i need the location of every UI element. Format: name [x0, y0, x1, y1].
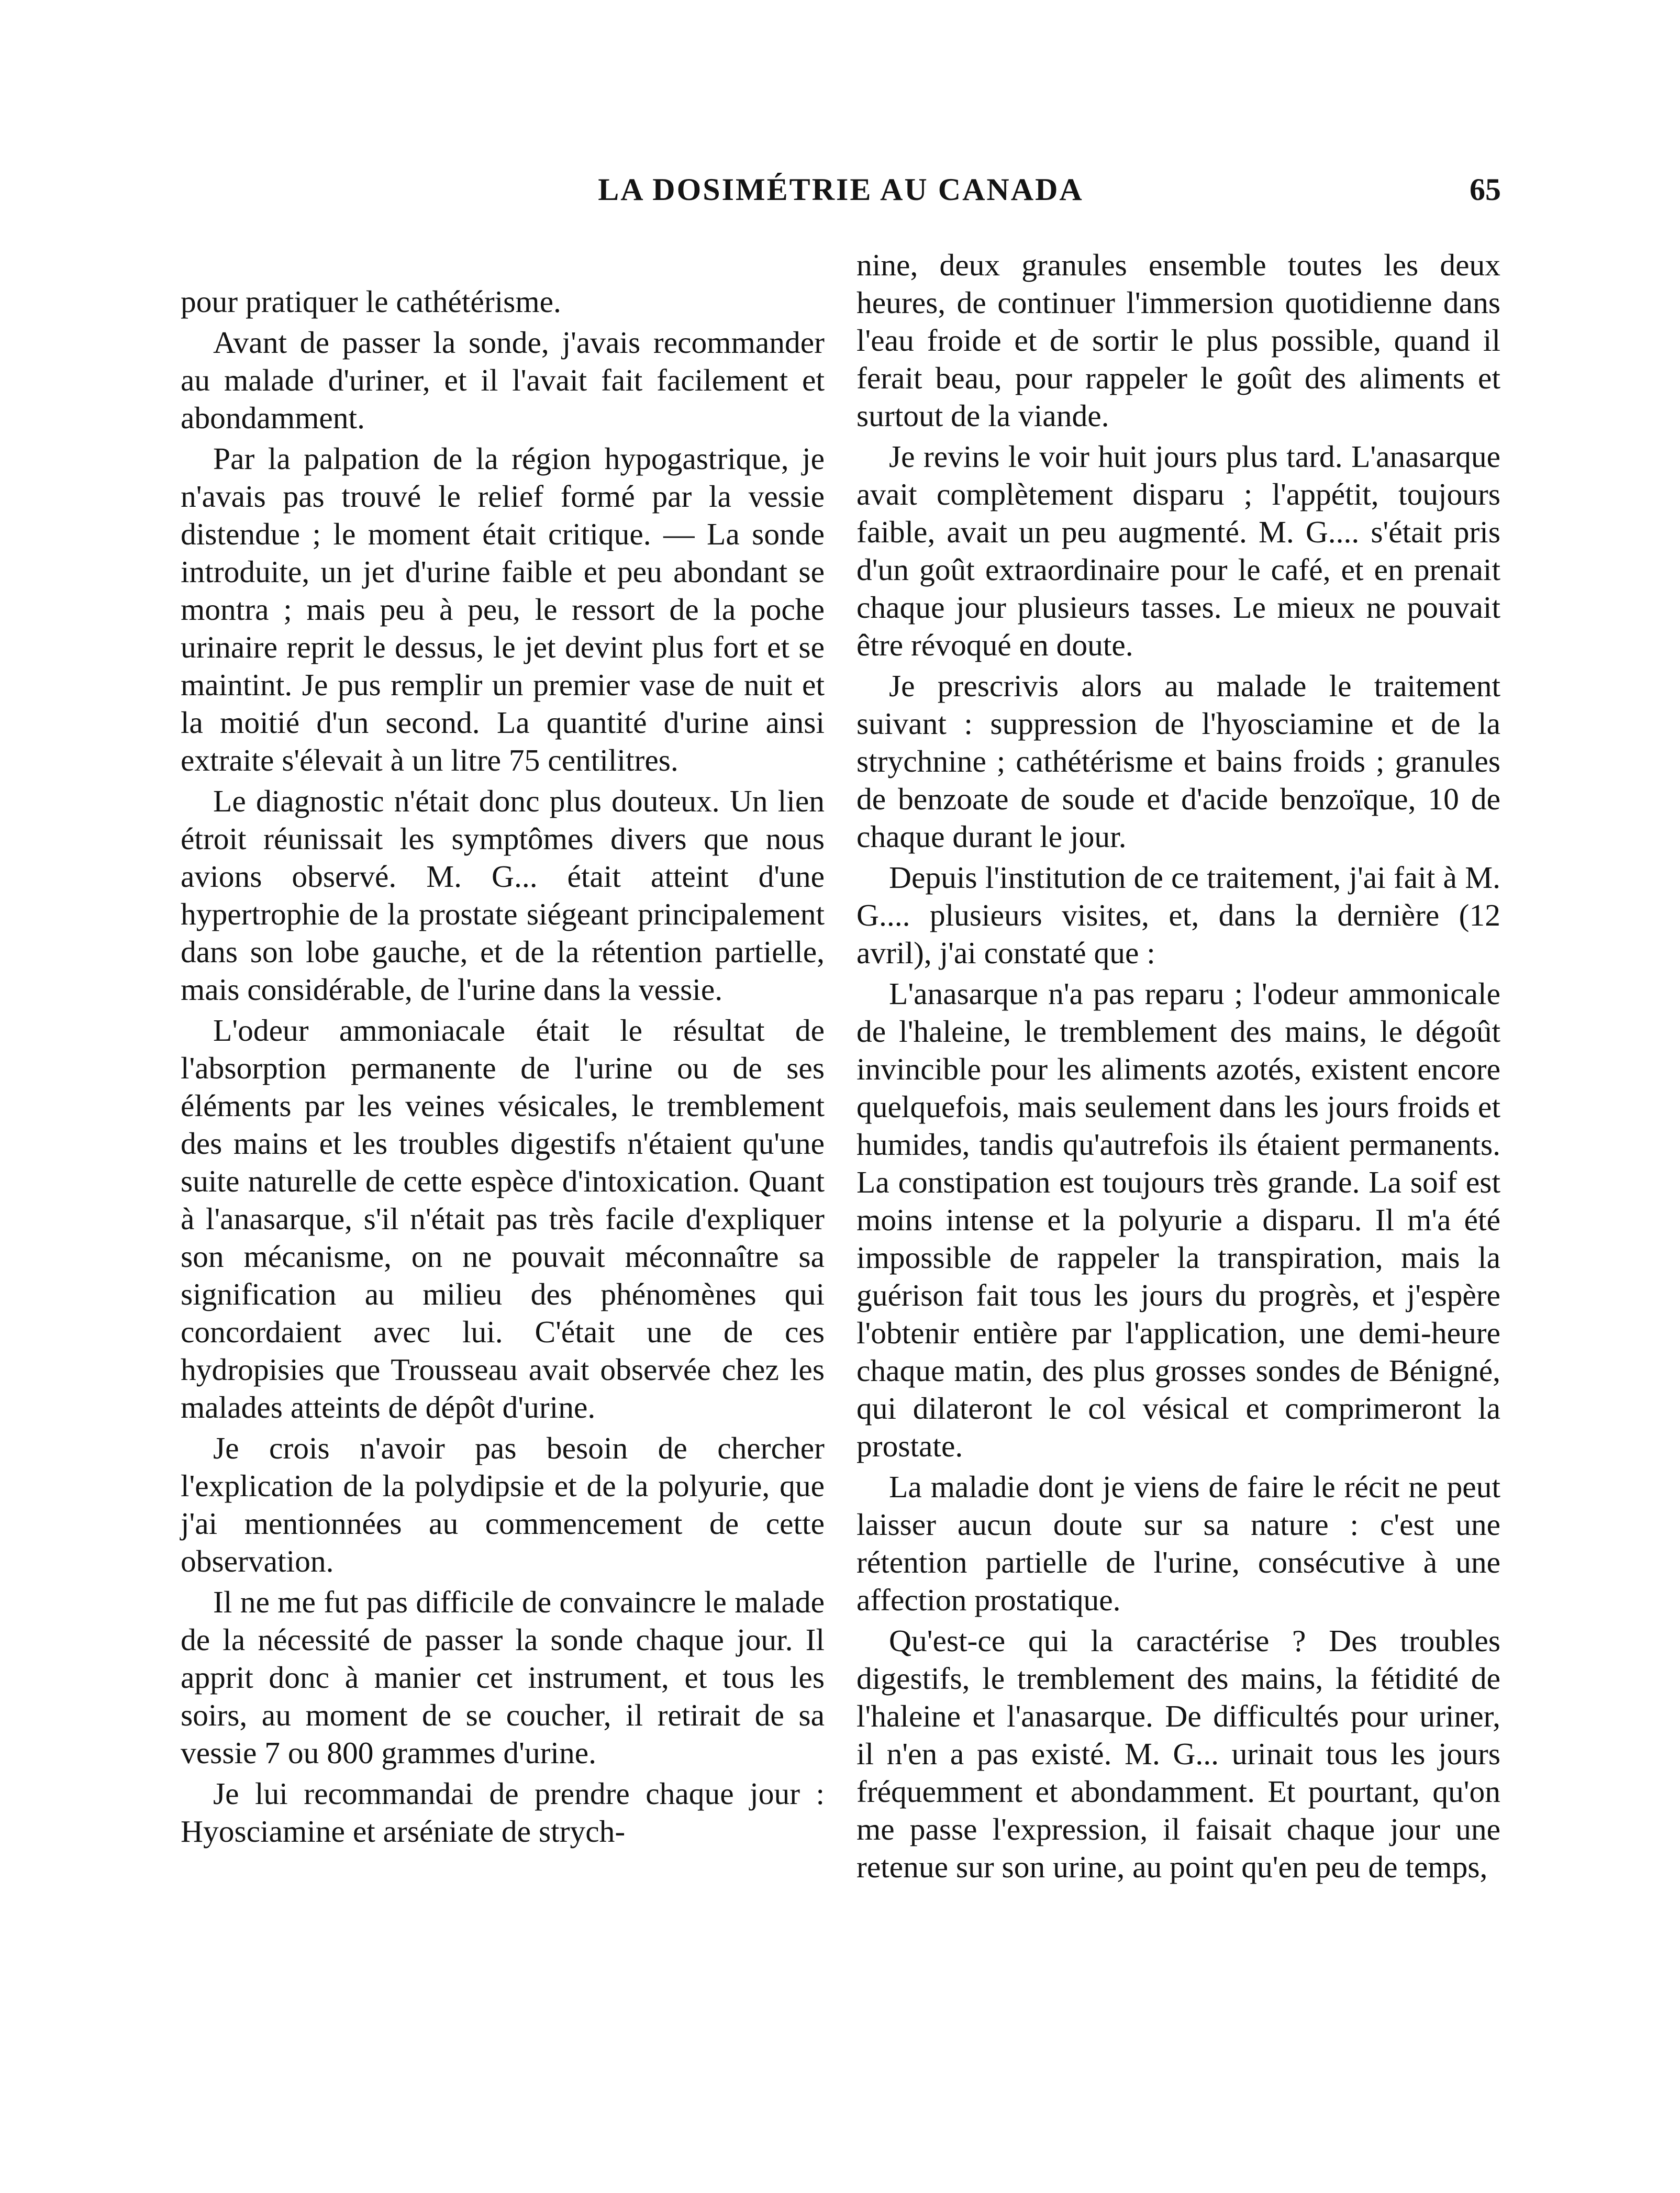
paragraph: Depuis l'institution de ce traitement, j'ai fait à M. G.... plusieurs visites, et, dans la dernière (12 avril), j'ai constaté que :: [856, 860, 1500, 970]
right-column: [856, 246, 1500, 1889]
paragraph: Je prescrivis alors au malade le traitement suivant : suppression de l'hyosciamine et de la strychnine ; cathétérisme et bains froids ; granules de benzoate de soude et d'acide benzoïque, 10 de chaque durant le jour.: [856, 669, 1500, 854]
paragraph: Par la palpation de la région hypogastrique, je n'avais pas trouvé le relief formé par la vessie distendue ; le moment était critique. — La sonde introduite, un jet d'urine faible et peu abondant se montra ; mais peu à peu, le ressort de la poche urinaire reprit le dessus, le jet devint plus fort et se maintint. Je pus remplir un premier vase de nuit et la moitié d'un second. La quantité d'urine ainsi extraite s'élevait à un litre 75 centilitres.: [181, 441, 825, 777]
paragraph: Je lui recommandai de prendre chaque jour : Hyosciamine et arséniate de strych-: [181, 1776, 825, 1849]
page-number: 65: [1470, 172, 1501, 207]
left-column: [181, 283, 825, 1853]
paragraph: Il ne me fut pas difficile de convaincre le malade de la nécessité de passer la sonde chaque jour. Il apprit donc à manier cet instrument, et tous les soirs, au moment de se coucher, il retirait de sa vessie 7 ou 800 grammes d'urine.: [181, 1585, 825, 1770]
paragraph: La maladie dont je viens de faire le récit ne peut laisser aucun doute sur sa nature : c'est une rétention partielle de l'urine, consécutive à une affection prostatique.: [856, 1470, 1500, 1617]
paragraph: L'odeur ammoniacale était le résultat de l'absorption permanente de l'urine ou de ses éléments par les veines vésicales, le tremblement des mains et les troubles digestifs n'étaient qu'une suite naturelle de cette espèce d'intoxication. Quant à l'anasarque, s'il n'était pas très facile d'expliquer son mécanisme, on ne pouvait méconnaître sa signification au milieu des phénomènes qui concordaient avec lui. C'était une de ces hydropisies que Trousseau avait observée chez les malades atteints de dépôt d'urine.: [181, 1013, 825, 1424]
paragraph: nine, deux granules ensemble toutes les deux heures, de continuer l'immersion quotidienne dans l'eau froide et de sortir le plus possible, quand il ferait beau, pour rappeler le goût des aliments et surtout de la viande.: [856, 248, 1500, 433]
running-title: LA DOSIMÉTRIE AU CANADA: [598, 172, 1084, 207]
running-header: [181, 166, 1501, 214]
paragraph: pour pratiquer le cathétérisme.: [181, 284, 561, 319]
paragraph: Qu'est-ce qui la caractérise ? Des troubles digestifs, le tremblement des mains, la fétidité de l'haleine et l'anasarque. De difficultés pour uriner, il n'en a pas existé. M. G... urinait tous les jours fréquemment et abondamment. Et pourtant, qu'on me passe l'expression, il faisait chaque jour une retenue sur son urine, au point qu'en peu de temps,: [856, 1623, 1500, 1884]
paragraph: Je crois n'avoir pas besoin de chercher l'explication de la polydipsie et de la polyurie, que j'ai mentionnées au commencement de cette observation.: [181, 1431, 825, 1578]
paragraph: Le diagnostic n'était donc plus douteux. Un lien étroit réunissait les symptômes divers que nous avions observé. M. G... était atteint d'une hypertrophie de la prostate siégeant principalement dans son lobe gauche, et de la rétention partielle, mais considérable, de l'urine dans la vessie.: [181, 784, 825, 1007]
paragraph: Je revins le voir huit jours plus tard. L'anasarque avait complètement disparu ; l'appétit, toujours faible, avait un peu augmenté. M. G.... s'était pris d'un goût extraordinaire pour le café, et en prenait chaque jour plusieurs tasses. Le mieux ne pouvait être révoqué en doute.: [856, 439, 1500, 662]
paragraph: L'anasarque n'a pas reparu ; l'odeur ammonicale de l'haleine, le tremblement des mains, le dégoût invincible pour les aliments azotés, existent encore quelquefois, mais seulement dans les jours froids et humides, tandis qu'autrefois ils étaient permanents. La constipation est toujours très grande. La soif est moins intense et la polyurie a disparu. Il m'a été impossible de rappeler la transpiration, mais la guérison fait tous les jours du progrès, et j'espère l'obtenir entière par l'application, une demi-heure chaque matin, des plus grosses sondes de Bénigné, qui dilateront le col vésical et comprimeront la prostate.: [856, 976, 1500, 1463]
paragraph: Avant de passer la sonde, j'avais recommander au malade d'uriner, et il l'avait fait facilement et abondamment.: [181, 325, 825, 435]
